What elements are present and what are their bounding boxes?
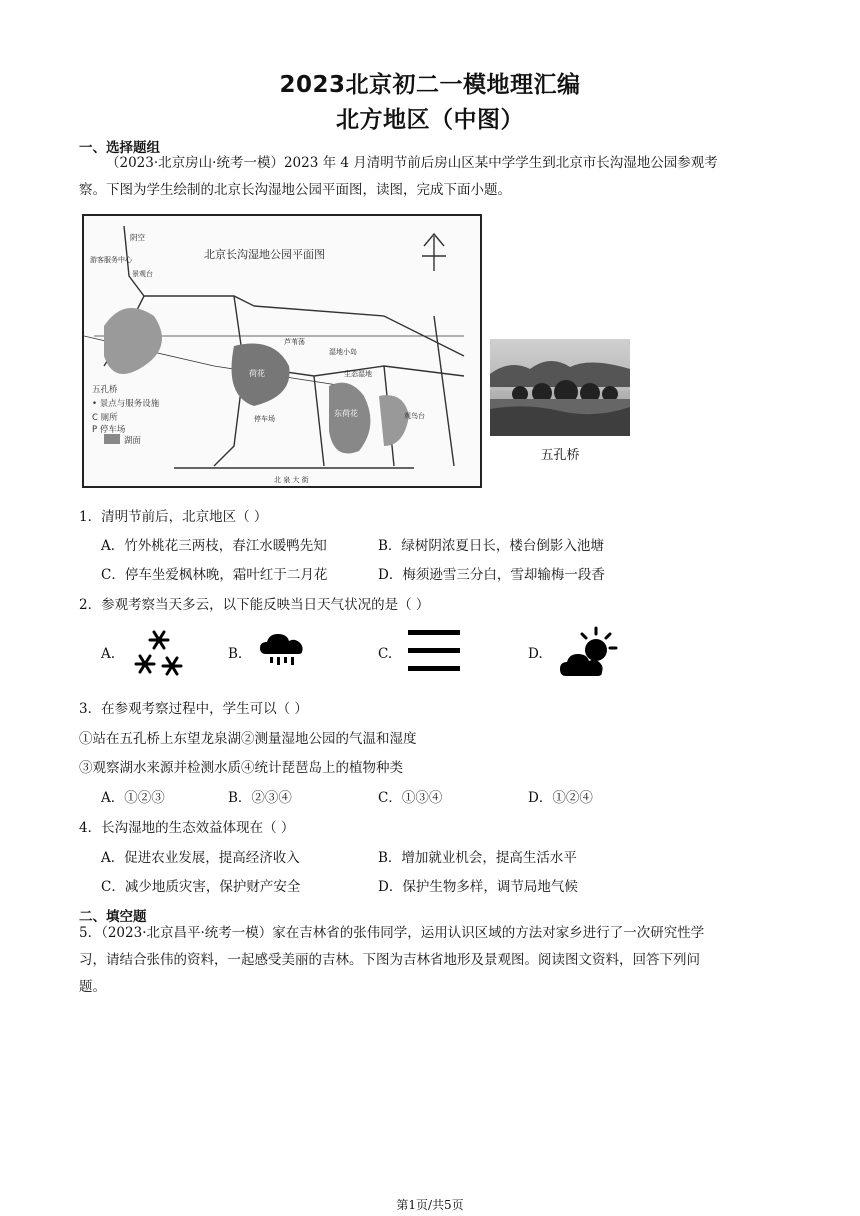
intro-line-1: （2023·北京房山·统考一模）2023 年 4 月清明节前后房山区某中学学生到北京市长沟湿地公园参观考 [106,155,718,171]
q2-option-c[interactable]: C. [378,646,393,662]
q3-statement-1: ①站在五孔桥上东望龙泉湖②测量湿地公园的气温和湿度 [79,731,417,747]
photo-caption: 五孔桥 [540,448,580,463]
q4-stem: 4．长沟湿地的生态效益体现在（ ） [79,820,295,836]
map-label-top1: 阴空 [130,233,145,242]
page-footer: 第1页/共5页 [396,1198,464,1212]
map-legend-1: • 景点与服务设施 [92,399,160,409]
page-title: 2023北京初二一模地理汇编 [279,72,581,98]
map-label-center5: 生态湿地 [344,370,372,378]
q1-option-a[interactable]: A．竹外桃花三两枝，春江水暖鸭先知 [101,538,327,554]
map-label-center6: 停车场 [254,415,275,423]
section-heading-choice: 一、选择题组 [79,140,160,156]
map-drawing [84,216,480,486]
q5-paragraph [79,920,781,1001]
map-legend-2: C 厕所 [92,413,118,423]
wetland-park-map [82,214,482,488]
q3-option-d[interactable]: D．①②④ [528,790,593,806]
page-subtitle: 北方地区（中图） [336,107,524,133]
sun-cloud-icon [560,626,618,682]
map-label-center2: 芦苇荡 [284,338,305,346]
snow-icon [132,628,186,678]
q2-option-d[interactable]: D. [528,646,543,662]
q1-option-c[interactable]: C．停车坐爱枫林晚，霜叶红于二月花 [101,567,328,583]
intro-paragraph [79,150,781,204]
q1-option-b[interactable]: B．绿树阴浓夏日长，楼台倒影入池塘 [378,538,604,554]
map-title: 北京长沟湿地公园平面图 [204,248,325,261]
map-legend-4: 湖面 [124,436,142,446]
map-label-top2: 游客服务中心 [90,256,132,264]
q5-line-3: 题。 [79,979,106,995]
fog-icon [406,628,462,674]
q4-option-b[interactable]: B．增加就业机会，提高生活水平 [378,850,577,866]
map-label-bottom: 北 泉 大 街 [274,476,309,484]
q3-statement-2: ③观察湖水来源并检测水质④统计琵琶岛上的植物种类 [79,760,403,776]
map-label-top3: 景观台 [132,270,153,278]
map-label-center1: 荷花 [249,369,265,378]
q5-line-1: 5．（2023·北京昌平·统考一模）家在吉林省的张伟同学，运用认识区域的方法对家乡进行了一次研究性学 [79,925,705,941]
section-heading-fill: 二、填空题 [79,909,147,925]
q3-option-a[interactable]: A．①②③ [101,790,165,806]
map-label-center7: 观鸟台 [404,412,425,420]
q4-option-d[interactable]: D．保护生物多样，调节局地气候 [378,879,578,895]
q4-option-a[interactable]: A．促进农业发展，提高经济收入 [101,850,300,866]
q3-stem: 3．在参观考察过程中，学生可以（ ） [79,701,308,717]
map-legend-0: 五孔桥 [92,385,118,395]
map-label-center4: 东荷花 [334,409,358,418]
map-label-center3: 湿地小岛 [329,348,357,356]
q1-stem: 1．清明节前后，北京地区（ ） [79,509,268,525]
q1-option-d[interactable]: D．梅须逊雪三分白，雪却输梅一段香 [378,567,605,583]
q5-line-2: 习，请结合张伟的资料，一起感受美丽的吉林。下图为吉林省地形及景观图。阅读图文资料，回答下列问 [79,952,700,968]
q2-option-b[interactable]: B. [228,646,243,662]
q2-stem: 2．参观考察当天多云，以下能反映当日天气状况的是（ ） [79,597,430,613]
q3-option-c[interactable]: C．①③④ [378,790,443,806]
q2-option-a[interactable]: A. [101,646,116,662]
q3-option-b[interactable]: B．②③④ [228,790,292,806]
map-legend-3: P 停车场 [92,425,126,435]
five-arch-bridge-photo [490,339,630,436]
intro-line-2: 察。下图为学生绘制的北京长沟湿地公园平面图，读图，完成下面小题。 [79,182,511,198]
q4-option-c[interactable]: C．减少地质灾害，保护财产安全 [101,879,301,895]
rain-cloud-icon [258,632,306,670]
